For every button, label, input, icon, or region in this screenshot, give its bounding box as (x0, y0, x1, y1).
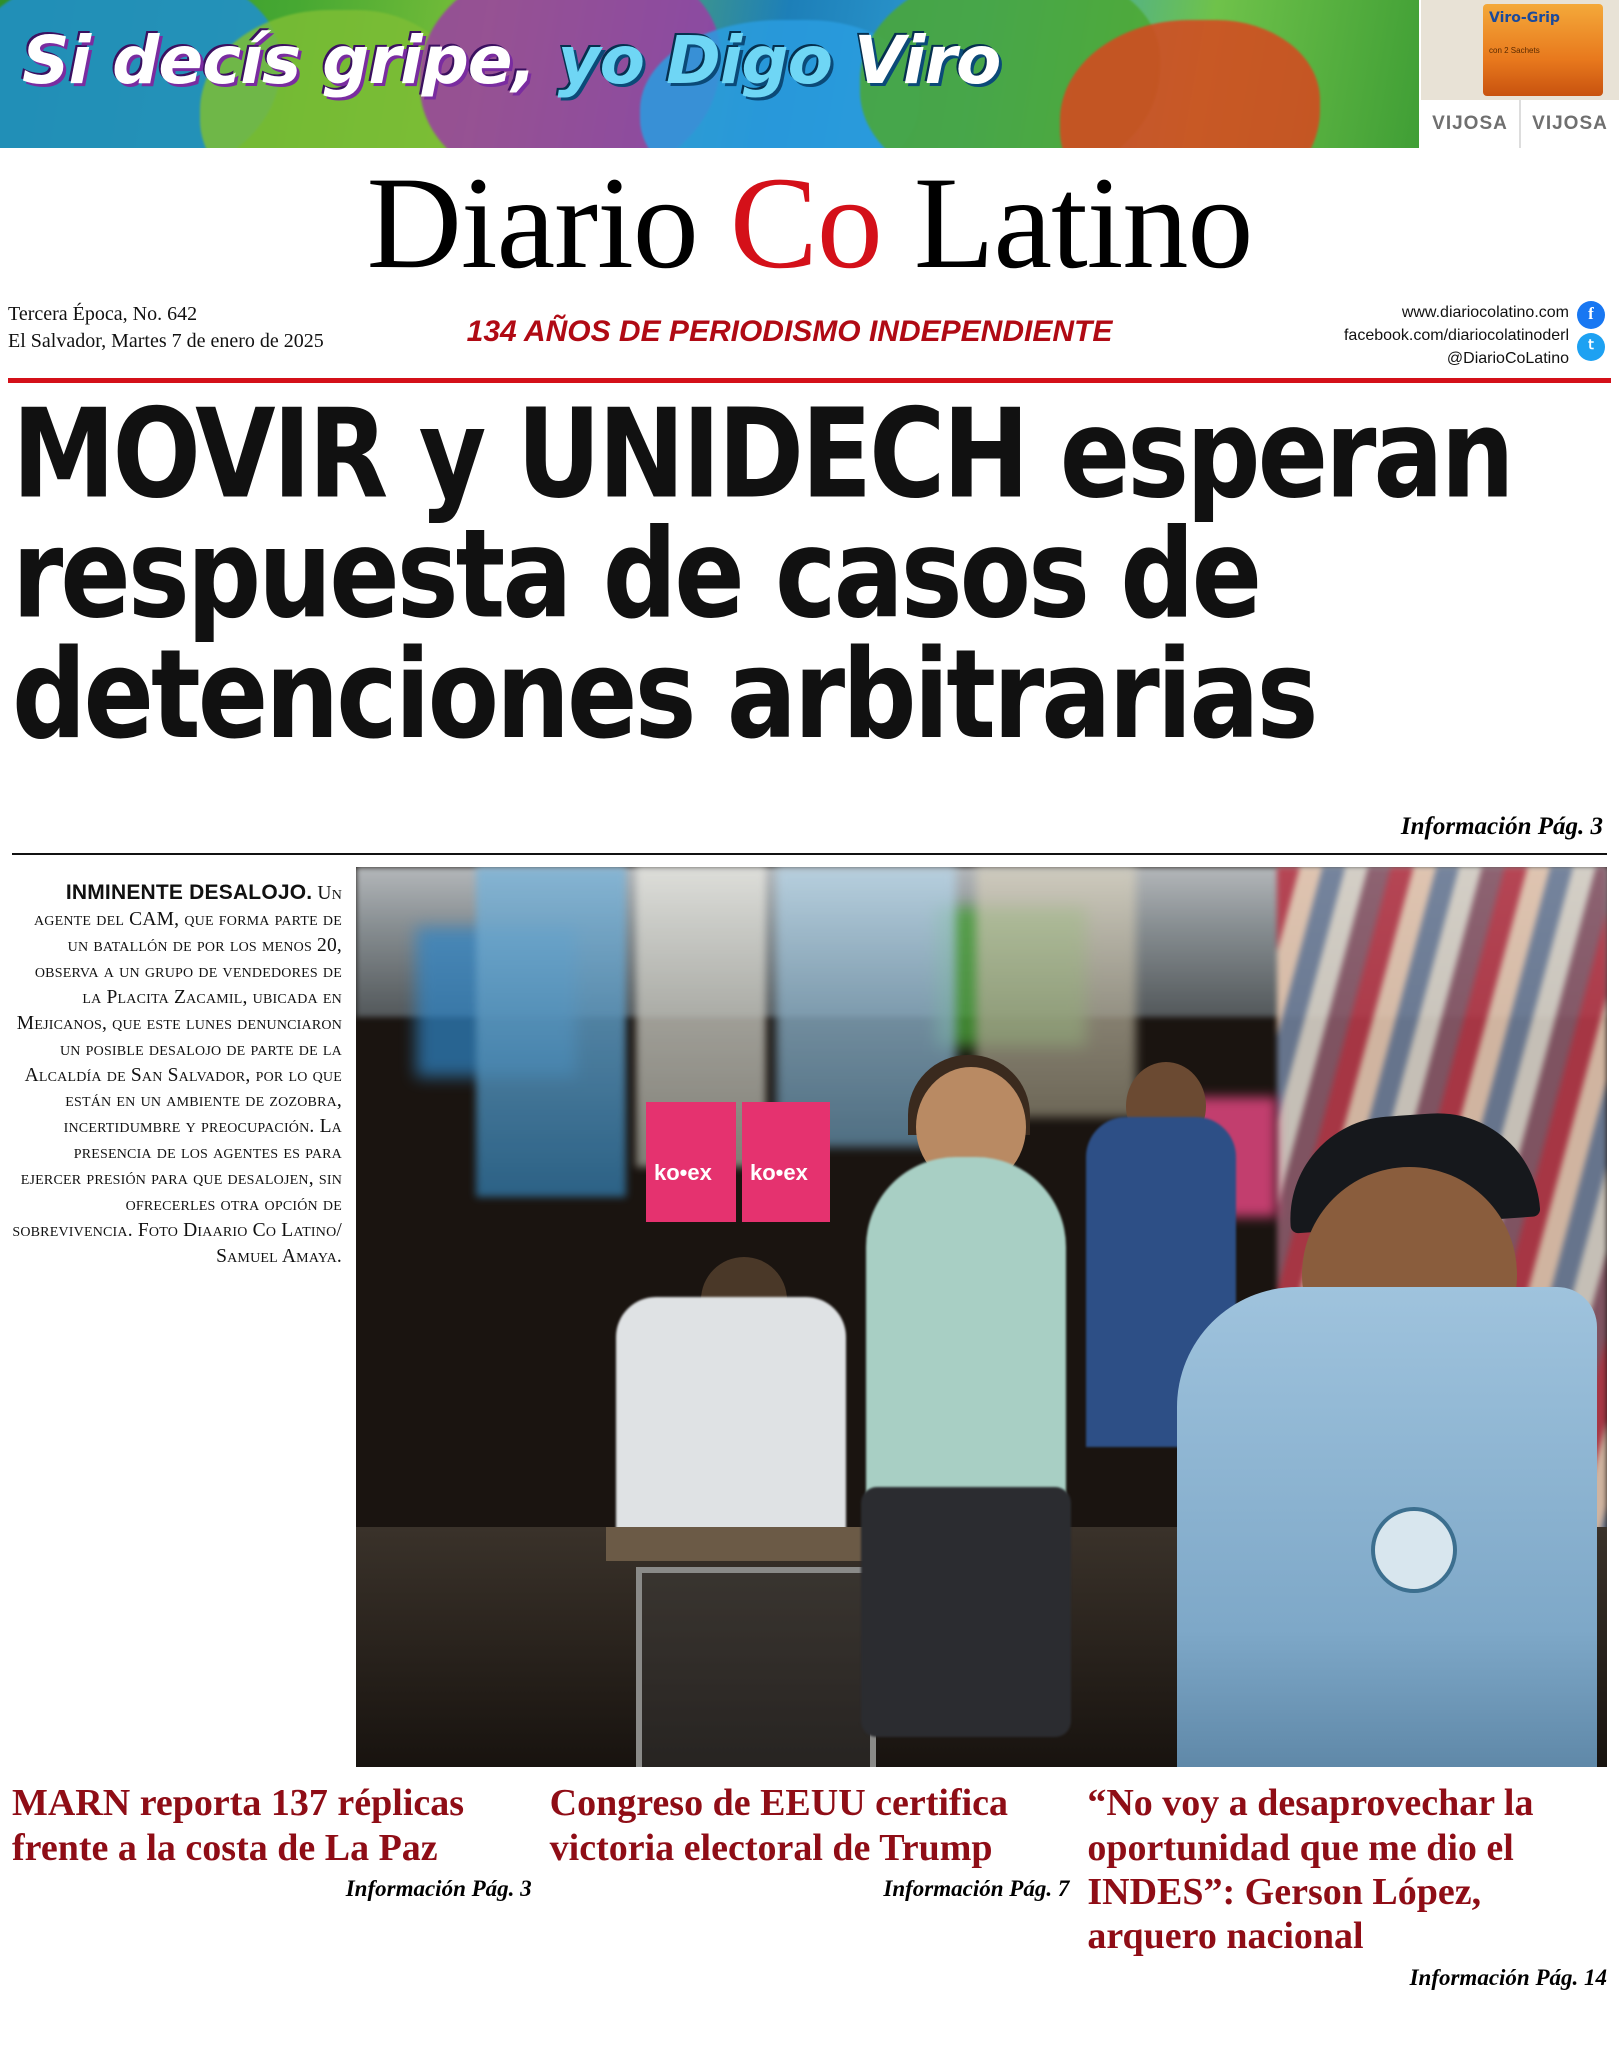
teaser-item[interactable] (12, 1781, 532, 1991)
social-icon-group (1577, 301, 1605, 361)
ad-product-name: Viro-Grip (1489, 10, 1560, 26)
photo-brand-text: ko•ex (750, 1160, 808, 1186)
feature-block (0, 855, 1619, 1767)
caption-body: Un agente del CAM, que forma parte de un batallón de por los menos 20, observa a un grupo de vendedores de la Placita Zacamil, ubicada en Mejicanos, que este lunes denunciaron un posible desalojo de parte de la Alcaldía de San Salvador, por lo que están en un ambiente de zozobra, incertidumbre y preocupación. La presencia de los agentes es para ejercer presión para que desalojen, sin ofrecerles otra opción de sobrevivencia. (12, 883, 342, 1242)
masthead-word-co: Co (729, 149, 882, 296)
ad-slogan-word-3: Viro (853, 21, 1001, 99)
ad-brand-label: VIJOSA (1532, 113, 1608, 134)
teaser-item[interactable] (1087, 1781, 1607, 1991)
masthead (0, 148, 1619, 295)
masthead-word-latino: Latino (881, 149, 1253, 296)
headline-page-reference[interactable]: Información Pág. 3 (1400, 813, 1603, 841)
twitter-handle[interactable]: @DiarioCoLatino (1446, 349, 1569, 367)
photo-product-display (646, 1102, 736, 1222)
edition-epoch: Tercera Época, No. 642 (8, 302, 198, 325)
facebook-icon[interactable]: f (1577, 301, 1605, 329)
bottom-teaser-row (0, 1767, 1619, 2001)
photo-hanging-goods (476, 867, 626, 1197)
photo-seated-person (616, 1297, 846, 1547)
ad-brand-row (1421, 100, 1619, 148)
masthead-slogan: 134 AÑOS DE PERIODISMO INDEPENDIENTE (466, 314, 1113, 348)
photo-product-display (742, 1102, 830, 1222)
ad-product-box (1483, 4, 1603, 96)
ad-slogan-word-2: yo Digo (557, 21, 832, 99)
teaser-item[interactable] (550, 1781, 1070, 1991)
photo-cam-agent-badge (1371, 1507, 1457, 1593)
photo-vendor-skirt (861, 1487, 1071, 1737)
ad-product-subtitle: con 2 Sachets (1489, 46, 1540, 55)
teaser-title[interactable]: Congreso de EEUU certifica victoria electoral de Trump (549, 1782, 1009, 1869)
edition-dateline: El Salvador, Martes 7 de enero de 2025 (8, 329, 324, 352)
ad-product-image (1421, 0, 1619, 100)
teaser-page-reference[interactable]: Información Pág. 3 (345, 1876, 532, 1902)
caption-credit: Foto Diaario Co Latino/ Samuel Amaya. (137, 1220, 342, 1268)
photo-metal-cart (636, 1567, 876, 1767)
photo-caption (12, 867, 342, 1767)
main-headline-block (0, 383, 1619, 813)
headline-line-1: MOVIR y UNIDECH esperan (12, 381, 1512, 526)
feature-photo (356, 867, 1607, 1767)
top-advertisement-banner[interactable] (0, 0, 1619, 148)
main-headline (0, 381, 1619, 767)
teaser-title[interactable]: MARN reporta 137 réplicas frente a la costa de La Paz (12, 1782, 465, 1869)
twitter-icon[interactable]: 𝗍 (1577, 333, 1605, 361)
teaser-page-reference[interactable]: Información Pág. 14 (1409, 1964, 1608, 1990)
masthead-info-bar (0, 295, 1619, 375)
newspaper-title (366, 149, 1253, 296)
photo-brand-text: ko•ex (654, 1160, 712, 1186)
teaser-title[interactable]: “No voy a desaprovechar la oportunidad que me dio el INDES”: Gerson López, arquero nacional (1087, 1782, 1534, 1958)
edition-info (8, 301, 388, 355)
headline-line-2: respuesta de casos de (12, 502, 1260, 647)
ad-brand-label: VIJOSA (1421, 100, 1521, 148)
caption-lead: INMINENTE DESALOJO. (65, 881, 313, 905)
ad-product-panel (1419, 0, 1619, 148)
ad-slogan (0, 0, 1440, 120)
ad-slogan-word-1: Si decís gripe, (22, 21, 536, 99)
teaser-page-reference[interactable]: Información Pág. 7 (883, 1876, 1070, 1902)
facebook-link[interactable]: facebook.com/diariocolatinoderl (1343, 326, 1569, 344)
masthead-word-diario: Diario (366, 149, 730, 296)
headline-line-3: detenciones arbitrarias (12, 622, 1316, 767)
contact-info (1191, 301, 1611, 371)
website-link[interactable]: www.diariocolatino.com (1401, 303, 1569, 321)
